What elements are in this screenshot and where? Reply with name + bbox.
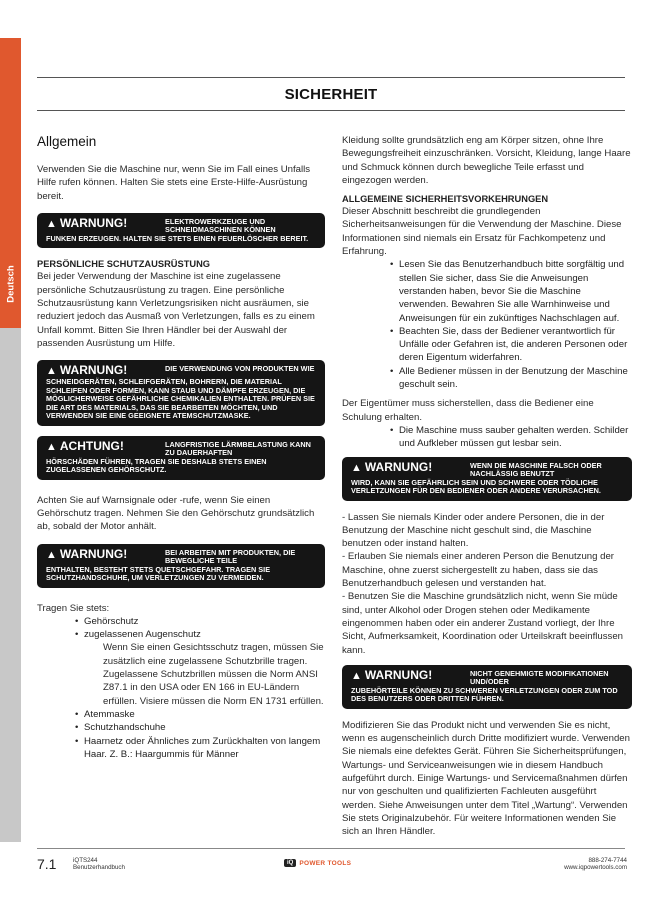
rule-text: - Lassen Sie niemals Kinder oder andere Personen, die in der Benutzung der Maschine nicht geschult sind, die Maschine benutzen oder instand halten. <box>342 511 605 550</box>
list-item: • zugelassenen Augenschutz <box>75 628 325 641</box>
footer-contact <box>564 857 627 871</box>
owner-text: Der Eigentümer muss sicherstellen, dass die Bediener eine Schulung erhalten. <box>342 398 594 423</box>
footer-model <box>73 857 125 871</box>
closing-text: Modifizieren Sie das Produkt nicht und verwenden Sie es nicht, wenn es augenscheinlich durch Dritte modifiziert wurde. Verwenden Sie niemals eine defektes Gerät. Führen Sie Sicherheitsprüfungen, Wartungs- und Serviceanweisungen wie in diesem Handbuch aufgeführt durch. Einige Wartungs- und Servicemaßnahmen dürfen nur von geschulten und qualifizierten Fachleuten ausgeführt werden. Siehe Anweisungen unter dem Titel „Wartung“. Verwenden Sie stets Originalzubehör. Für weitere Informationen wenden Sie sich an Ihren Händler. <box>342 719 630 838</box>
warning-triangle-icon: ▲ <box>351 669 362 682</box>
warning-box-misuse <box>342 457 632 501</box>
warning-text: ELEKTROWERKZEUGE UND SCHNEIDMASCHINEN KÖNNEN <box>165 216 276 235</box>
page-number: 7.1 <box>37 856 57 872</box>
rule-text: - Erlauben Sie niemals einer anderen Person die Benutzung der Maschine, ohne zuerst sichergestellt zu haben, dass sie das Benutzerhandbuch gelesen und verstanden hat. <box>342 551 614 590</box>
warning-triangle-icon: ▲ <box>46 440 57 453</box>
warning-label: ▲ WARNUNG! <box>46 363 128 378</box>
list-item: • Lesen Sie das Benutzerhandbuch bitte sorgfältig und stellen Sie sicher, dass Sie die Anweisungen verstanden haben, bevor Sie die Maschine verwenden. Bewahren Sie alle Warnhinweise und Anweisungen für ein zukünftiges Nachschlagen auf. <box>390 258 632 324</box>
left-column <box>37 131 325 761</box>
list-item: • Haarnetz oder Ähnliches zum Zurückhalten von langem Haar. Z. B.: Haargummis für Männer <box>75 735 325 762</box>
caution-label: ▲ ACHTUNG! <box>46 438 124 453</box>
precautions-heading: ALLGEMEINE SICHERHEITSVORKEHRUNGEN <box>342 194 549 205</box>
warning-triangle-icon: ▲ <box>351 461 362 474</box>
ppe-list-continued <box>75 708 325 761</box>
warning-label: ▲ WARNUNG! <box>46 546 128 561</box>
warning-box-fire <box>37 213 325 249</box>
noise-text: Achten Sie auf Warnsignale oder -rufe, wenn Sie einen Gehörschutz tragen. Nehmen Sie den Gehörschutz grundsätzlich ab, sobald der Motor anhält. <box>37 494 315 533</box>
warning-text: DIE VERWENDUNG VON PRODUKTEN WIE <box>165 364 315 374</box>
document-name: Benutzerhandbuch <box>73 864 125 871</box>
always-wear-heading: Tragen Sie stets: <box>37 602 110 614</box>
warning-triangle-icon: ▲ <box>46 548 57 561</box>
warning-text: BEI ARBEITEN MIT PRODUKTEN, DIE BEWEGLICHE TEILE <box>165 547 296 566</box>
list-item: • Gehörschutz <box>75 615 325 628</box>
warning-box-dust <box>37 360 325 426</box>
warning-text-continued: ENTHALTEN, BESTEHT STETS QUETSCHGEFAHR. TRAGEN SIE SCHUTZHANDSCHUHE, UM VERLETZUNGEN ZU VERMEIDEN. <box>46 564 271 583</box>
precautions-list <box>390 258 632 391</box>
language-tab[interactable] <box>1 254 21 314</box>
rule-text: - Benutzen Sie die Maschine grundsätzlich nicht, wenn Sie müde sind, unter Alkohol oder Drogen stehen oder Medikamente eingenommen haben oder ein anderer Zustand vorliegt, der Ihre Sicht, Aufmerksamkeit, Koordination oder Urteilskraft beeinflussen kann. <box>342 591 624 656</box>
phone-number: 888-274-7744 <box>588 857 627 864</box>
warning-label: ▲ WARNUNG! <box>46 215 128 230</box>
warning-text-continued: FUNKEN ERZEUGEN. HALTEN SIE STETS EINEN FEUERLÖSCHER BEREIT. <box>46 233 309 243</box>
warning-text-continued: WIRD, KANN SIE GEFÄHRLICH SEIN UND SCHWERE ODER TÖDLICHE VERLETZUNGEN FÜR DEN BEDIENER ODER ANDERE VERURSACHEN. <box>351 477 601 496</box>
precautions-text: Dieser Abschnitt beschreibt die grundlegenden Sicherheitsanweisungen für die Verwendung der Maschine. Diese Informationen sind niemals ein Ersatz für Fachkompetenz und Erfahrung. <box>342 206 622 258</box>
logo-name: POWER TOOLS <box>299 859 352 867</box>
warning-text-continued: SCHNEIDGERÄTEN, SCHLEIFGERÄTEN, BOHRERN, DIE MATERIAL SCHLEIFEN ODER FORMEN, KANN STAUB UND DÄMPFE ERZEUGEN, DIE MÖGLICHERWEISE GEFÄHRLICHE CHEMIKALIEN ENTHALTEN. PRÜFEN SIE DIE ART DES MATERIALS, DAS SIE BEARBEITEN MÖCHTEN, UND VERWENDEN SIE EINE GEEIGNETE ATEMSCHUTZMASKE. <box>46 377 315 421</box>
title-rule-top <box>37 77 625 78</box>
maintenance-list <box>390 424 632 451</box>
caution-text-continued: HÖRSCHÄDEN FÜHREN, TRAGEN SIE DESHALB STETS EINEN ZUGELASSENEN GEHÖRSCHUTZ. <box>46 456 267 475</box>
list-item: • Atemmaske <box>75 708 325 721</box>
right-column <box>342 134 632 838</box>
warning-box-modifications <box>342 665 632 709</box>
warning-text: NICHT GENEHMIGTE MODIFIKATIONEN UND/ODER <box>470 668 609 687</box>
page-title: SICHERHEIT <box>284 86 378 103</box>
sidebar-gray <box>0 328 21 842</box>
psa-text: Bei jeder Verwendung der Maschine ist eine zugelassene persönliche Schutzausrüstung zu tragen. Eine persönliche Schutzausrüstung kann Verletzungsrisiken nicht ausräumen, sie reduziert jedoch das Ausmaß von Verletzungen, falls es zu einem Unfall kommt. Bitten Sie Ihren Händler bei der Auswahl der passenden Ausrüstung um Hilfe. <box>37 271 315 349</box>
psa-heading: PERSÖNLICHE SCHUTZAUSRÜSTUNG <box>37 259 211 270</box>
language-label: Deutsch <box>5 265 17 303</box>
logo-mark: iQ <box>284 859 296 867</box>
glasses-note: Wenn Sie einen Gesichtsschutz tragen, müssen Sie zusätzlich eine zugelassene Schutzbrille tragen. Zugelassene Schutzbrillen müssen die Norm ANSI Z87.1 in den USA oder EN 166 in EU-Ländern erfüllen. Visiere müssen die Norm EN 1731 erfüllen. <box>103 642 324 707</box>
model-number: iQTS244 <box>73 857 98 864</box>
warning-box-pinch <box>37 544 325 588</box>
clothing-text: Kleidung sollte grundsätzlich eng am Körper sitzen, ohne Ihre Bewegungsfreiheit einzuschränken. Vorsicht, Kleidung, lange Haare und Schmuck können durch bewegliche Teile erfasst und eingezogen werden. <box>342 135 631 186</box>
warning-triangle-icon: ▲ <box>46 365 57 378</box>
warning-label: ▲ WARNUNG! <box>351 667 433 682</box>
list-item: • Beachten Sie, dass der Bediener verantwortlich für Unfälle oder Gefahren ist, die anderen Personen oder deren Eigentum widerfahren. <box>390 325 632 365</box>
caution-box-noise <box>37 436 325 480</box>
warning-text: WENN DIE MASCHINE FALSCH ODER NACHLÄSSIG BENUTZT <box>470 460 602 479</box>
website-link[interactable]: www.iqpowertools.com <box>564 864 627 871</box>
warning-label: ▲ WARNUNG! <box>351 459 433 474</box>
intro-text: Verwenden Sie die Maschine nur, wenn Sie im Fall eines Unfalls Hilfe rufen können. Halten Sie stets eine Erste-Hilfe-Ausrüstung bereit. <box>37 164 311 202</box>
ppe-list <box>75 615 325 642</box>
title-rule-bottom <box>37 110 625 111</box>
footer-rule <box>37 848 625 849</box>
warning-triangle-icon: ▲ <box>46 217 57 230</box>
brand-logo <box>284 859 351 867</box>
list-item: • Schutzhandschuhe <box>75 721 325 734</box>
list-item: • Die Maschine muss sauber gehalten werden. Schilder und Aufkleber müssen gut lesbar sein. <box>390 424 632 451</box>
list-item: • Alle Bediener müssen in der Benutzung der Maschine geschult sein. <box>390 365 632 392</box>
section-title: Allgemein <box>37 134 97 149</box>
caution-text: LANGFRISTIGE LÄRMBELASTUNG KANN ZU DAUERHAFTEN <box>165 439 311 458</box>
warning-text-continued: ZUBEHÖRTEILE KÖNNEN ZU SCHWEREN VERLETZUNGEN ODER ZUM TOD DES BENUTZERS ODER DRITTEN FÜHREN. <box>351 685 618 704</box>
